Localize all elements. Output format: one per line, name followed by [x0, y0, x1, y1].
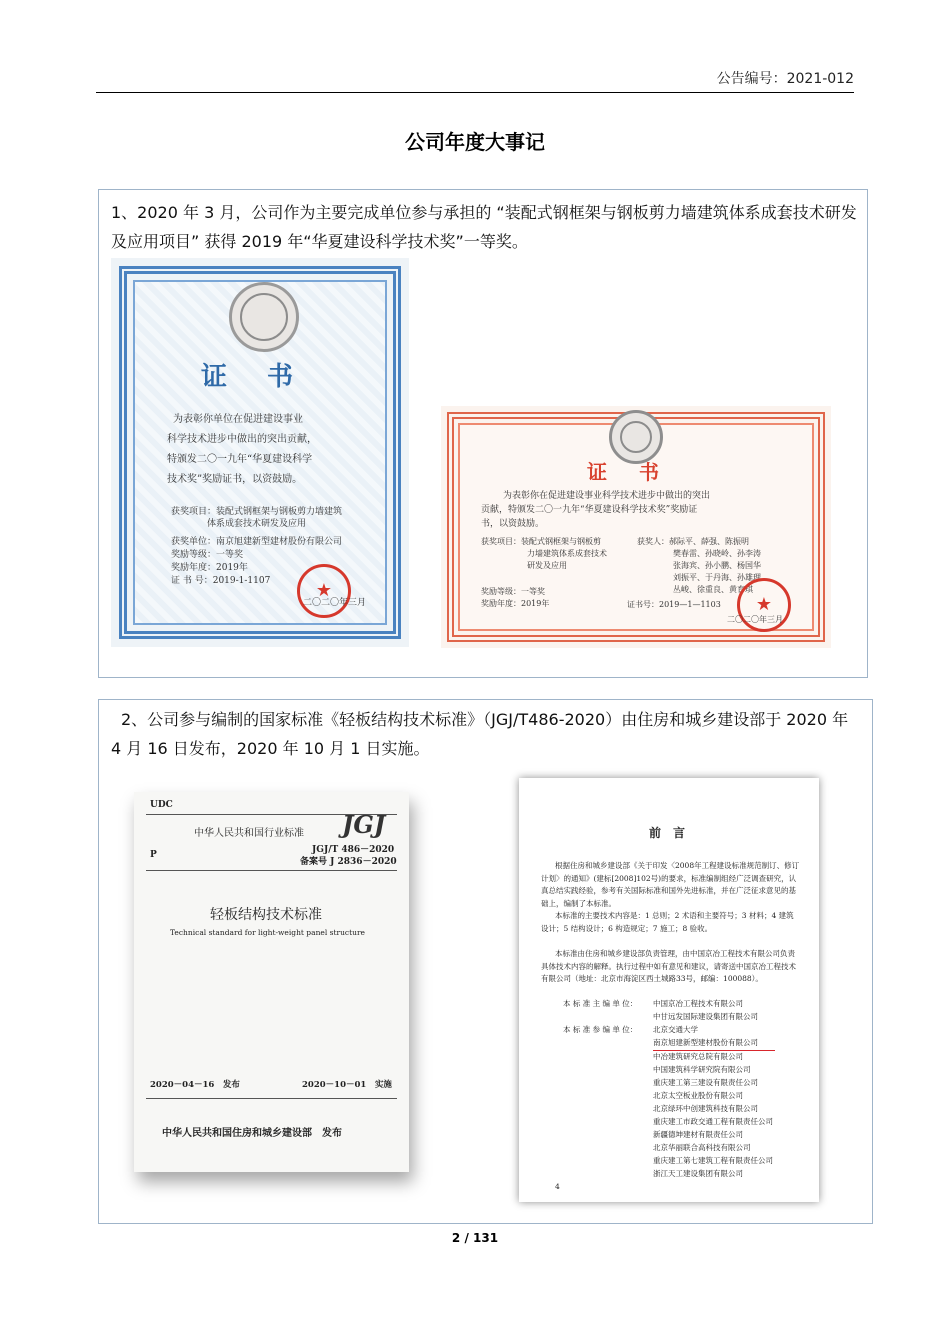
preface-unit: 新疆德坤建材有限责任公司: [653, 1130, 743, 1139]
preface-unit: 北京绿环中创建筑科技有限公司: [653, 1104, 758, 1113]
preface-paragraph: 本标准的主要技术内容是：1 总则；2 术语和主要符号；3 材料；4 建筑设计；5 结构设计；6 构造规定；7 施工；8 验收。: [541, 911, 794, 933]
announcement-number: 公告编号：2021-012: [716, 71, 854, 87]
red-seal-stamp: ★: [297, 564, 351, 618]
preface-unit: 中国京冶工程技术有限公司: [653, 999, 743, 1008]
event-box-award: [98, 189, 868, 678]
preface-heading: 前 言: [649, 826, 686, 840]
preface-unit: 中甘远发国际建设集团有限公司: [653, 1012, 758, 1021]
preface-page-number: 4: [555, 1182, 560, 1191]
cover-standard-code: JGJ/T 486－2020: [312, 845, 395, 855]
certificate-date: 二〇二〇年三月: [727, 615, 783, 624]
preface-unit: 重庆建工第三建设有限责任公司: [653, 1078, 758, 1087]
cover-record-number: 备案号 J 2836－2020: [300, 857, 397, 867]
certificate-field: 获奖单位：南京旭建新型建材股份有限公司: [171, 537, 343, 547]
red-seal-stamp: ★: [737, 578, 791, 632]
preface-unit: 浙江天工建设集团有限公司: [653, 1169, 743, 1178]
event-box-standard: [98, 699, 873, 1224]
preface-unit: 北京太空板业股份有限公司: [653, 1091, 743, 1100]
certificate-field: 获奖项目：装配式钢框架与钢板剪: [481, 537, 601, 546]
certificate-number: 证书号：2019—1—1103: [627, 600, 721, 609]
certificate-field: 获奖人：郝际平、薛强、陈振明: [637, 537, 749, 546]
cover-implement-date: 2020－10－01 实施: [302, 1080, 392, 1090]
cover-publish-date: 2020－04－16 发布: [150, 1080, 240, 1090]
certificate-field: 丛峻、徐重良、黄育琪: [673, 585, 753, 594]
certificate-body-line: 为表彰你单位在促进建设事业: [173, 414, 303, 425]
preface-unit: 北京交通大学: [653, 1025, 698, 1034]
certificate-date: 二〇二〇年三月: [303, 598, 367, 608]
certificate-field: 体系成套技术研发及应用: [207, 519, 307, 529]
preface-unit-highlighted: 南京旭建新型建材股份有限公司: [653, 1038, 758, 1047]
certificate-field: 奖励年度：2019年: [481, 599, 550, 608]
certificate-field: 研发及应用: [527, 561, 567, 570]
jgj-logo: JGJ: [342, 810, 386, 839]
cover-title-en: Technical standard for light-weight panel structure: [170, 928, 365, 937]
preface-unit: 重庆建工市政交通工程有限责任公司: [653, 1117, 773, 1126]
event-text-standard: 2、公司参与编制的国家标准《轻板结构技术标准》（JGJ/T486-2020）由住房和城乡建设部于 2020 年 4 月 16 日发布，2020 年 10 月 1 日实施。: [111, 710, 849, 758]
certificate-field: 刘振平、于丹海、孙雄理: [673, 573, 761, 582]
red-certificate-image: [441, 406, 831, 648]
standard-cover-image: [134, 792, 409, 1172]
cover-udc: UDC: [150, 800, 173, 810]
header-divider: [96, 92, 854, 93]
certificate-body-line: 技术奖”奖励证书，以资鼓励。: [167, 474, 303, 485]
certificate-field: 获奖项目：装配式钢框架与钢板剪力墙建筑: [171, 507, 343, 517]
cover-org: 中华人民共和国行业标准: [194, 828, 304, 839]
huaxia-emblem-icon: [229, 282, 299, 352]
certificate-field: 樊春雷、孙晓岭、孙李涛: [673, 549, 761, 558]
certificate-heading: 证书: [201, 362, 334, 392]
preface-paragraph: 本标准由住房和城乡建设部负责管理，由中国京冶工程技术有限公司负责具体技术内容的解释。执行过程中如有意见和建议，请寄送中国京冶工程技术有限公司（地址：北京市海淀区西土城路33号，邮编：100088）。: [541, 949, 796, 984]
preface-co-label: 本 标 准 参 编 单 位：: [563, 1025, 638, 1034]
cover-title-cn: 轻板结构技术标准: [210, 907, 322, 923]
preface-chief-label: 本 标 准 主 编 单 位：: [563, 999, 638, 1008]
certificate-field: 奖励等级：一等奖: [481, 587, 545, 596]
page-footer: 2 / 131: [451, 1231, 499, 1245]
cover-issuer: 中华人民共和国住房和城乡建设部 发布: [162, 1128, 342, 1139]
cover-p: P: [150, 850, 157, 860]
certificate-field: 奖励等级：一等奖: [171, 550, 244, 560]
certificate-field: 证 书 号：2019-1-1107: [171, 576, 271, 586]
cover-rule: [146, 870, 397, 871]
preface-unit: 重庆建工第七建筑工程有限责任公司: [653, 1156, 773, 1165]
page-title: 公司年度大事记: [405, 130, 545, 154]
certificate-field: 张海宾、孙小鹏、杨国华: [673, 561, 761, 570]
preface-unit: 北京华丽联合高科技有限公司: [653, 1143, 751, 1152]
preface-unit: 中国建筑科学研究院有限公司: [653, 1065, 751, 1074]
preface-paragraph: 根据住房和城乡建设部《关于印发〈2008年工程建设标准规范制订、修订计划〉的通知》(建标[2008]102号)的要求，标准编制组经广泛调查研究，认真总结实践经验，参考有关国际标准和国外先进标准，并在广泛征求意见的基础上，编制了本标准。: [541, 861, 800, 908]
certificate-field: 力墙建筑体系成套技术: [527, 549, 607, 558]
certificate-body-line: 特颁发二〇一九年“华夏建设科学: [167, 454, 313, 465]
certificate-heading: 证书: [587, 460, 691, 484]
preface-page-image: [519, 778, 819, 1202]
certificate-body-line: 贡献，特颁发二〇一九年“华夏建设科学技术奖”奖励证: [481, 505, 698, 515]
certificate-body-line: 科学技术进步中做出的突出贡献，: [167, 434, 317, 445]
blue-certificate-image: [111, 258, 409, 647]
certificate-field: 奖励年度：2019年: [171, 563, 248, 573]
event-text-award: 1、2020 年 3 月，公司作为主要完成单位参与承担的 “装配式钢框架与钢板剪力墙建筑体系成套技术研发及应用项目” 获得 2019 年“华夏建设科学技术奖”一等奖。: [111, 203, 857, 251]
certificate-body-line: 书，以资鼓励。: [481, 519, 545, 529]
cover-rule: [146, 1098, 397, 1099]
certificate-body-line: 为表彰你在促进建设事业科学技术进步中做出的突出: [503, 491, 711, 501]
preface-unit: 中冶建筑研究总院有限公司: [653, 1052, 743, 1061]
